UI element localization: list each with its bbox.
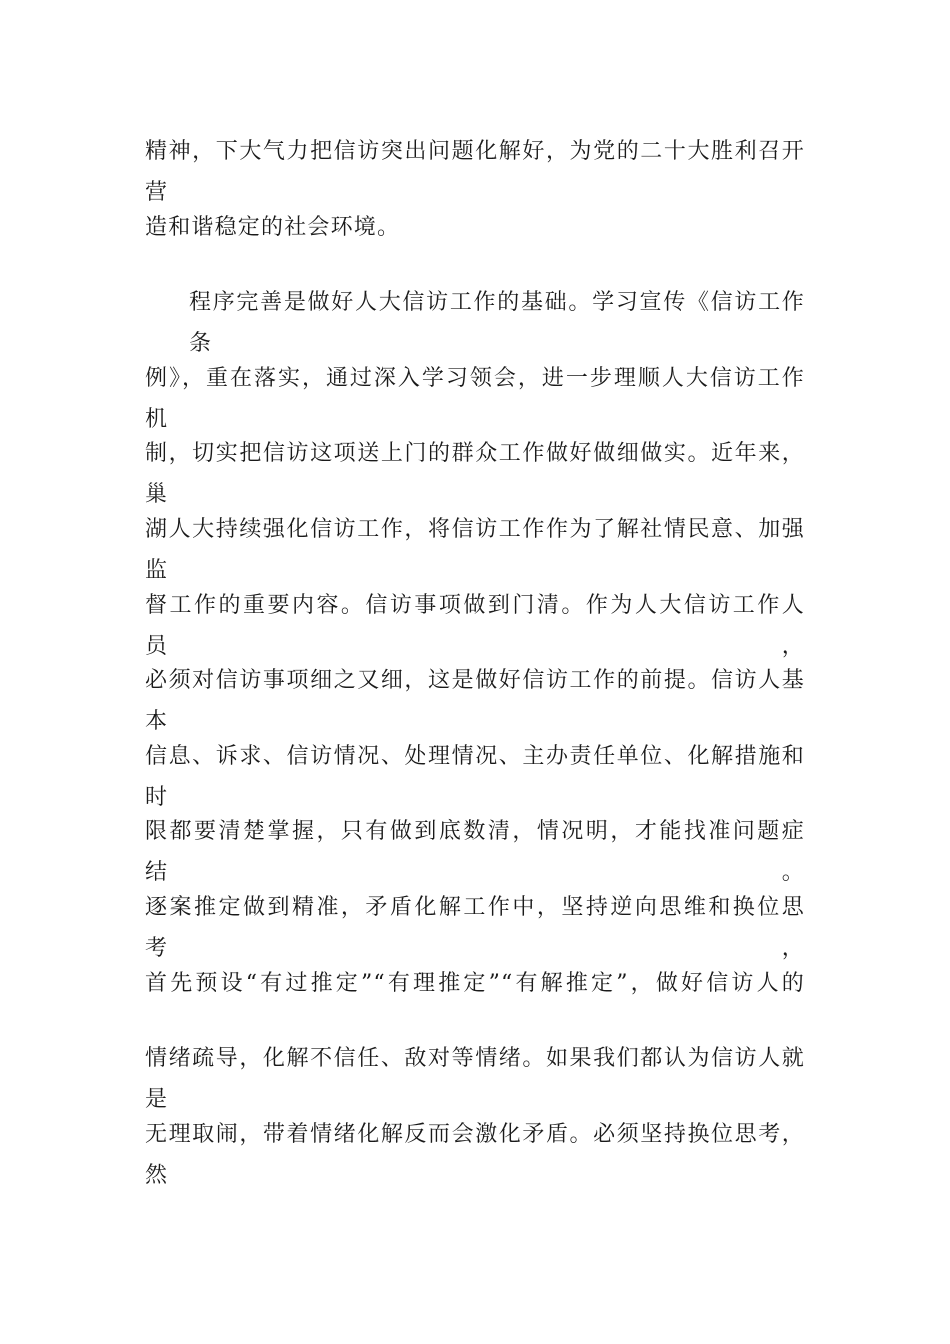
line-gap — [145, 399, 805, 434]
paragraph-1-line-1: 精神，下大气力把信访突出问题化解好，为党的二十大胜利召开营 — [145, 139, 805, 205]
paragraph-2-line-6: 必须对信访事项细之又细，这是做好信访工作的前提。信访人基本 — [145, 668, 805, 735]
paragraph-2-line-5: 督工作的重要内容。信访事项做到门清。作为人大信访工作人员， — [145, 592, 805, 659]
line-gap — [145, 172, 805, 207]
paragraph-1-line-2: 造和谐稳定的社会环境。 — [145, 214, 401, 240]
paragraph-2-line-2: 例》，重在落实，通过深入学习领会，进一步理顺人大信访工作机 — [145, 365, 805, 432]
paragraph-2-line-10: 首先预设“有过推定”“有理推定”“有解推定”，做好信访人的 — [145, 970, 805, 996]
line-gap — [145, 701, 805, 736]
line-gap — [145, 550, 805, 585]
line-gap — [145, 1004, 805, 1039]
paragraph-2-line-3: 制，切实把信访这项送上门的群众工作做好做细做实。近年来，巢 — [145, 441, 805, 508]
paragraph-2-line-7: 信息、诉求、信访情况、处理情况、主办责任单位、化解措施和时 — [145, 743, 805, 810]
paragraph-2-line-9: 逐案推定做到精准，矛盾化解工作中，坚持逆向思维和换位思考， — [145, 894, 805, 961]
line-gap — [145, 248, 805, 283]
line-gap — [145, 777, 805, 812]
paragraph-2-line-1: 程序完善是做好人大信访工作的基础。学习宣传《信访工作条 — [189, 290, 805, 357]
paragraph-2-line-12: 无理取闹，带着情绪化解反而会激化矛盾。必须坚持换位思考，然 — [145, 1121, 805, 1188]
paragraph-2-line-11: 情绪疏导，化解不信任、敌对等情绪。如果我们都认为信访人就是 — [145, 1046, 805, 1113]
line-gap — [145, 474, 805, 509]
line-gap — [145, 1079, 805, 1114]
body-text — [145, 131, 805, 1188]
paragraph-2-line-4: 湖人大持续强化信访工作，将信访工作作为了解社情民意、加强监 — [145, 516, 805, 583]
line-gap — [145, 323, 805, 358]
paragraph-2-line-8: 限都要清楚掌握，只有做到底数清，情况明，才能找准问题症结。 — [145, 819, 805, 886]
